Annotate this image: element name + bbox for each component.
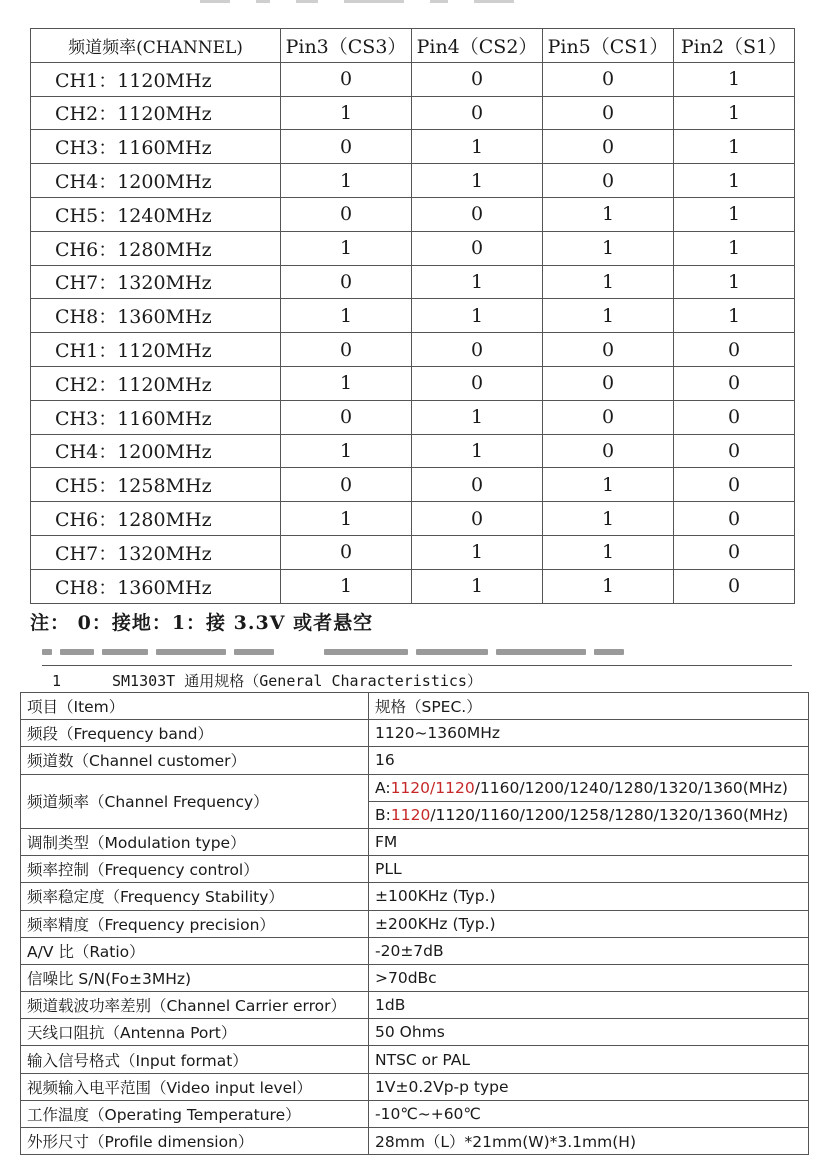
pin-value-cell: 1 xyxy=(543,535,674,569)
spec-row xyxy=(21,992,809,1019)
pin-value-cell: 0 xyxy=(674,502,795,536)
pin-value-cell: 1 xyxy=(281,434,412,468)
spec-row xyxy=(21,937,809,964)
spec-row xyxy=(21,910,809,937)
pin-value-cell: 1 xyxy=(412,130,543,164)
pin-value-cell: 0 xyxy=(412,62,543,96)
section-number: 1 xyxy=(52,672,62,690)
spec-item: 频道频率（Channel Frequency） xyxy=(21,774,369,828)
pin-value-cell: 1 xyxy=(281,231,412,265)
header-channel: 频道频率(CHANNEL) xyxy=(31,29,281,63)
section-divider xyxy=(42,665,792,666)
channel-cell: CH8：1360MHz xyxy=(31,299,281,333)
spec-item: 视频输入电平范围（Video input level） xyxy=(21,1073,369,1100)
spec-item: 外形尺寸（Profile dimension） xyxy=(21,1128,369,1155)
option-a-highlight: 1120/1120 xyxy=(390,778,475,797)
channel-cell: CH3：1160MHz xyxy=(31,130,281,164)
spec-row xyxy=(21,1100,809,1127)
spec-header-row xyxy=(21,693,809,720)
spec-item: A/V 比（Ratio） xyxy=(21,937,369,964)
channel-table-row xyxy=(31,434,795,468)
pin-value-cell: 1 xyxy=(543,197,674,231)
spec-value: 16 xyxy=(369,747,809,774)
channel-cell: CH2：1120MHz xyxy=(31,96,281,130)
spec-value: 1120~1360MHz xyxy=(369,720,809,747)
pin-value-cell: 0 xyxy=(412,231,543,265)
channel-cell: CH4：1200MHz xyxy=(31,434,281,468)
header-pin5: Pin5（CS1） xyxy=(543,29,674,63)
option-b-highlight: 1120 xyxy=(390,805,431,824)
option-a-rest: /1160/1200/1240/1280/1320/1360(MHz) xyxy=(474,778,788,797)
channel-cell: CH3：1160MHz xyxy=(31,400,281,434)
spec-value: 1V±0.2Vp-p type xyxy=(369,1073,809,1100)
channel-cell: CH5：1240MHz xyxy=(31,197,281,231)
channel-table-row xyxy=(31,502,795,536)
pin-value-cell: 0 xyxy=(543,62,674,96)
pin-value-cell: 1 xyxy=(543,502,674,536)
spec-item: 频道数（Channel customer） xyxy=(21,747,369,774)
pin-value-cell: 0 xyxy=(412,502,543,536)
spec-item: 信噪比 S/N(Fo±3MHz) xyxy=(21,964,369,991)
spec-item: 工作温度（Operating Temperature） xyxy=(21,1100,369,1127)
pin-value-cell: 1 xyxy=(281,569,412,603)
spec-value-option-a xyxy=(369,774,809,801)
spec-value: -10℃~+60℃ xyxy=(369,1100,809,1127)
pin-value-cell: 1 xyxy=(412,265,543,299)
pin-value-cell: 1 xyxy=(674,164,795,198)
channel-table-row xyxy=(31,197,795,231)
spec-value-option-b xyxy=(369,801,809,828)
section-title xyxy=(52,670,482,691)
pin-value-cell: 1 xyxy=(543,468,674,502)
header-pin2: Pin2（S1） xyxy=(674,29,795,63)
spec-value: 50 Ohms xyxy=(369,1019,809,1046)
pin-value-cell: 0 xyxy=(674,333,795,367)
spec-item: 频道载波功率差别（Channel Carrier error） xyxy=(21,992,369,1019)
pin-value-cell: 0 xyxy=(281,130,412,164)
spec-value: NTSC or PAL xyxy=(369,1046,809,1073)
channel-table-row xyxy=(31,96,795,130)
channel-pin-table xyxy=(30,28,795,604)
pin-value-cell: 1 xyxy=(674,265,795,299)
channel-cell: CH8：1360MHz xyxy=(31,569,281,603)
pin-value-cell: 1 xyxy=(674,231,795,265)
spec-row xyxy=(21,1046,809,1073)
pin-value-cell: 1 xyxy=(674,96,795,130)
pin-value-cell: 0 xyxy=(412,333,543,367)
spec-header-item: 项目（Item） xyxy=(21,693,369,720)
pin-value-cell: 1 xyxy=(412,569,543,603)
spec-value: FM xyxy=(369,828,809,855)
pin-value-cell: 1 xyxy=(543,569,674,603)
spec-item: 频率控制（Frequency control） xyxy=(21,856,369,883)
spec-row xyxy=(21,1128,809,1155)
pin-value-cell: 0 xyxy=(412,197,543,231)
pin-value-cell: 1 xyxy=(281,299,412,333)
pin-value-cell: 0 xyxy=(281,400,412,434)
pin-value-cell: 0 xyxy=(543,96,674,130)
channel-table-row xyxy=(31,535,795,569)
pin-value-cell: 0 xyxy=(412,96,543,130)
pin-value-cell: 0 xyxy=(674,366,795,400)
pin-value-cell: 0 xyxy=(674,468,795,502)
spec-value: ±100KHz (Typ.) xyxy=(369,883,809,910)
spec-row xyxy=(21,883,809,910)
pin-value-cell: 0 xyxy=(281,197,412,231)
pin-value-cell: 0 xyxy=(543,164,674,198)
channel-table-row xyxy=(31,265,795,299)
channel-table-row xyxy=(31,400,795,434)
pin-value-cell: 1 xyxy=(412,400,543,434)
channel-cell: CH7：1320MHz xyxy=(31,535,281,569)
pin-value-cell: 1 xyxy=(674,197,795,231)
pin-value-cell: 0 xyxy=(543,130,674,164)
pin-value-cell: 0 xyxy=(674,569,795,603)
channel-table-row xyxy=(31,231,795,265)
channel-table-row xyxy=(31,62,795,96)
pin-value-cell: 1 xyxy=(543,265,674,299)
pin-value-cell: 1 xyxy=(412,164,543,198)
pin-value-cell: 1 xyxy=(281,96,412,130)
pin-value-cell: 0 xyxy=(674,434,795,468)
spec-row xyxy=(21,964,809,991)
pin-value-cell: 0 xyxy=(281,468,412,502)
spec-value: 1dB xyxy=(369,992,809,1019)
pin-value-cell: 0 xyxy=(412,468,543,502)
spec-item: 天线口阻抗（Antenna Port） xyxy=(21,1019,369,1046)
pin-value-cell: 0 xyxy=(543,366,674,400)
spec-item: 频段（Frequency band） xyxy=(21,720,369,747)
spec-item: 频率稳定度（Frequency Stability） xyxy=(21,883,369,910)
pin-value-cell: 1 xyxy=(412,535,543,569)
channel-table-row xyxy=(31,130,795,164)
pin-note: 注： 0：接地：1：接 3.3V 或者悬空 xyxy=(30,612,374,634)
spec-header-spec: 规格（SPEC.） xyxy=(369,693,809,720)
spec-value: >70dBc xyxy=(369,964,809,991)
spec-row xyxy=(21,856,809,883)
channel-table-header xyxy=(31,29,795,63)
pin-value-cell: 0 xyxy=(281,62,412,96)
pin-value-cell: 1 xyxy=(412,434,543,468)
spec-value: PLL xyxy=(369,856,809,883)
spec-item: 频率精度（Frequency precision） xyxy=(21,910,369,937)
pin-value-cell: 1 xyxy=(543,231,674,265)
blurred-text-artifact xyxy=(42,644,702,658)
pin-value-cell: 1 xyxy=(674,62,795,96)
pin-value-cell: 0 xyxy=(674,535,795,569)
pin-value-cell: 1 xyxy=(674,299,795,333)
option-b-prefix: B: xyxy=(375,805,391,824)
pin-value-cell: 1 xyxy=(412,299,543,333)
pin-value-cell: 0 xyxy=(412,366,543,400)
channel-cell: CH6：1280MHz xyxy=(31,502,281,536)
channel-cell: CH1：1120MHz xyxy=(31,62,281,96)
channel-table-row xyxy=(31,569,795,603)
pin-value-cell: 0 xyxy=(674,400,795,434)
pin-value-cell: 0 xyxy=(543,333,674,367)
pin-value-cell: 0 xyxy=(281,333,412,367)
pin-value-cell: 0 xyxy=(543,434,674,468)
channel-cell: CH1：1120MHz xyxy=(31,333,281,367)
pin-value-cell: 1 xyxy=(281,502,412,536)
channel-table-row xyxy=(31,468,795,502)
header-pin3: Pin3（CS3） xyxy=(281,29,412,63)
pin-value-cell: 0 xyxy=(281,265,412,299)
pin-value-cell: 1 xyxy=(674,130,795,164)
channel-cell: CH7：1320MHz xyxy=(31,265,281,299)
spec-value: ±200KHz (Typ.) xyxy=(369,910,809,937)
spec-row-band xyxy=(21,720,809,747)
channel-cell: CH2：1120MHz xyxy=(31,366,281,400)
channel-cell: CH6：1280MHz xyxy=(31,231,281,265)
general-characteristics-table xyxy=(20,692,809,1155)
channel-table-row xyxy=(31,366,795,400)
header-pin4: Pin4（CS2） xyxy=(412,29,543,63)
spec-item: 输入信号格式（Input format） xyxy=(21,1046,369,1073)
option-b-rest: /1120/1160/1200/1258/1280/1320/1360(MHz) xyxy=(430,805,789,824)
spec-row xyxy=(21,1019,809,1046)
spec-row xyxy=(21,1073,809,1100)
spec-value: -20±7dB xyxy=(369,937,809,964)
channel-table-row xyxy=(31,299,795,333)
spec-row-frequency-a xyxy=(21,774,809,801)
spec-row-channels xyxy=(21,747,809,774)
spec-item: 调制类型（Modulation type） xyxy=(21,828,369,855)
pin-value-cell: 1 xyxy=(281,164,412,198)
pin-value-cell: 1 xyxy=(543,299,674,333)
channel-cell: CH4：1200MHz xyxy=(31,164,281,198)
spec-row xyxy=(21,828,809,855)
pin-value-cell: 0 xyxy=(543,400,674,434)
channel-table-row xyxy=(31,164,795,198)
spec-value: 28mm（L）*21mm(W)*3.1mm(H) xyxy=(369,1128,809,1155)
option-a-prefix: A: xyxy=(375,778,391,797)
channel-table-row xyxy=(31,333,795,367)
channel-cell: CH5：1258MHz xyxy=(31,468,281,502)
pin-value-cell: 0 xyxy=(281,535,412,569)
pin-value-cell: 1 xyxy=(281,366,412,400)
section-heading: SM1303T 通用规格（General Characteristics） xyxy=(112,672,482,690)
cropped-text-artifact xyxy=(200,0,600,8)
